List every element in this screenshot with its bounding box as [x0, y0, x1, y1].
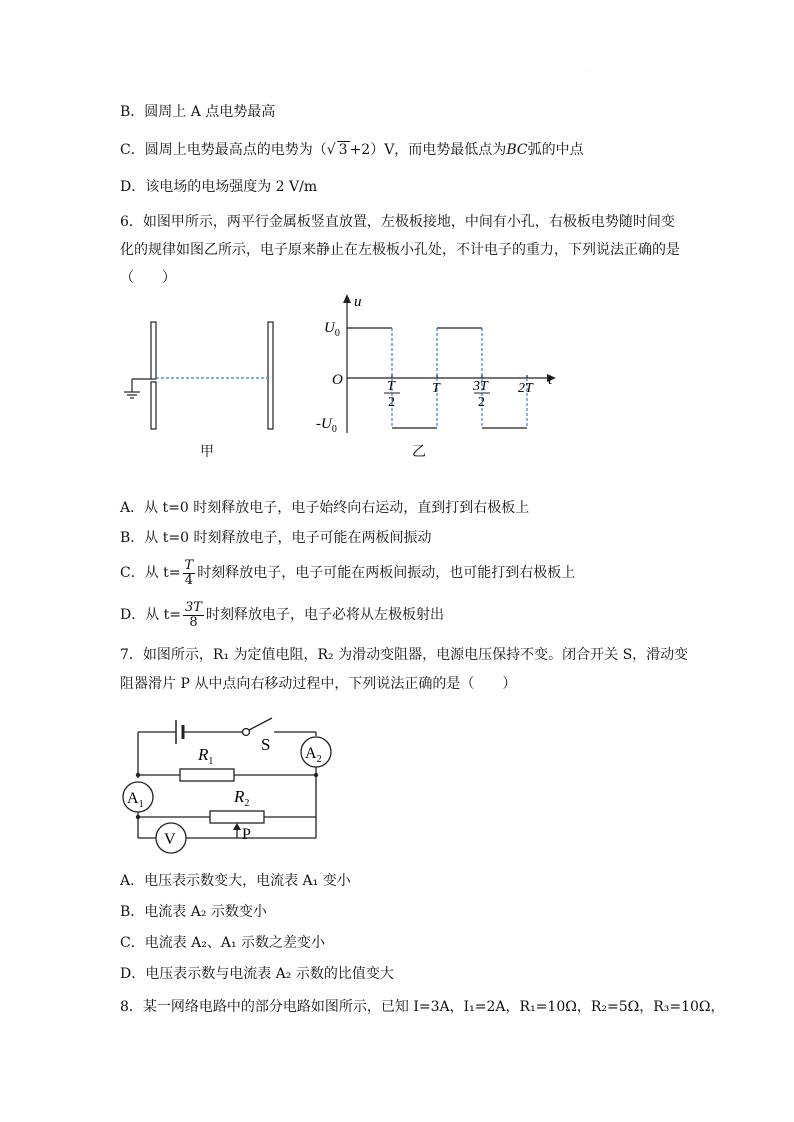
svg-text:V: V [164, 831, 176, 848]
q7-option-d: D．电压表示数与电流表 A₂ 示数的比值变大 [120, 966, 394, 982]
resistor-r1-label: $R_1$ [198, 745, 214, 767]
q5-option-c-post: 弧的中点 [527, 142, 584, 158]
q6-stem-line-3: （ ） [120, 270, 176, 286]
q6-option-d-post: 时刻释放电子，电子必将从左极板射出 [205, 607, 444, 623]
q6-option-c-post: 时刻释放电子，电子可能在两板间振动，也可能打到右极板上 [197, 565, 576, 581]
q6-stem-line-2: 化的规律如图乙所示，电子原来静止在左极板小孔处，不计电子的重力，下列说法正确的是 [120, 242, 680, 258]
q5-option-c: C．圆周上电势最高点的电势为（√ 3 +2）V，而电势最低点为BC弧的中点 [120, 142, 584, 158]
q6-figure-waveform-graph [312, 288, 562, 438]
q6-option-d-fraction: $\frac{3T}{8}$ [185, 599, 202, 630]
battery-icon [176, 720, 183, 744]
q7-stem-line-2: 阻器滑片 P 从中点向右移动过程中，下列说法正确的是（ ） [120, 676, 517, 692]
q7-option-a: A．电压表示数变大，电流表 A₁ 变小 [120, 873, 351, 889]
ammeter-a1 [123, 782, 153, 812]
rheostat-r2 [210, 811, 264, 823]
ammeter-a2 [301, 737, 331, 767]
q7-option-b: B．电流表 A₂ 示数变小 [120, 904, 267, 920]
q7-circuit-diagram [116, 708, 341, 863]
switch-label: S [261, 735, 271, 754]
q5-option-c-mid: +2）V，而电势最低点为 [349, 142, 507, 158]
q8-stem-line-1: 8．某一网络电路中的部分电路如图所示，已知 I=3A，I₁=2A，R₁=10Ω，R₂=5Ω，R₃=10Ω， [120, 999, 725, 1015]
svg-text:A1: $A_1$ [127, 790, 144, 810]
q6-figure-right-caption: 乙 [412, 444, 426, 460]
q5-option-d: D．该电场的电场强度为 2 V/m [120, 179, 318, 195]
q6-option-c [120, 558, 575, 588]
left-plate-lower [151, 382, 156, 429]
q7-option-c: C．电流表 A₂、A₁ 示数之差变小 [120, 935, 326, 951]
switch-icon [243, 718, 273, 736]
q6-option-c-pre: C．从 t= [120, 565, 181, 581]
tick-label-denominator: 2 [388, 395, 395, 410]
q5-option-c-bc: BC [506, 142, 528, 158]
tick-label-numerator: T [387, 379, 395, 394]
q5-option-c-sqrt: 3 [338, 142, 348, 158]
page-corner-mark: · [588, 66, 591, 75]
right-plate [268, 322, 273, 429]
q6-option-a: A．从 t=0 时刻释放电子，电子始终向右运动，直到打到右极板上 [120, 500, 530, 516]
resistor-r1 [180, 769, 234, 781]
tick-label: T [432, 381, 440, 396]
q6-option-d [120, 600, 444, 630]
q6-figure-plates [118, 310, 278, 460]
q6-option-b: B．从 t=0 时刻释放电子，电子可能在两板间振动 [120, 530, 432, 546]
time-ticks [384, 375, 534, 410]
q5-option-b: B．圆周上 A 点电势最高 [120, 104, 276, 120]
voltmeter [156, 823, 186, 853]
tick-label-denominator: 2 [478, 395, 485, 410]
q6-option-c-fraction: $\frac{T}{4}$ [184, 557, 194, 588]
tick-label-numerator: 3T [473, 379, 488, 394]
left-plate-upper [151, 322, 156, 379]
svg-text:A2: $A_2$ [305, 745, 322, 765]
y-axis-arrow [343, 294, 351, 303]
tick-label: 2T [518, 381, 533, 396]
neg-u0-label: $-U_0$ [316, 416, 337, 435]
ground-icon [124, 392, 140, 398]
slider-arrow-icon [233, 823, 241, 838]
slider-label: P [242, 826, 251, 843]
y-axis-label: u [354, 294, 362, 310]
rheostat-r2-label: $R_2$ [234, 787, 250, 809]
q5-option-c-pre: C．圆周上电势最高点的电势为（ [120, 142, 327, 158]
q7-stem-line-1: 7．如图所示，R₁ 为定值电阻，R₂ 为滑动变阻器，电源电压保持不变。闭合开关 S，滑动变 [120, 647, 689, 663]
q6-stem-line-1: 6．如图甲所示，两平行金属板竖直放置，左极板接地，中间有小孔，右极板电势随时间变 [120, 214, 675, 230]
x-axis-label: t [548, 372, 553, 388]
q6-option-d-pre: D．从 t= [120, 607, 182, 623]
origin-label: O [332, 372, 343, 388]
u0-label: $U_0$ [324, 320, 340, 339]
q6-figure-left-caption: 甲 [200, 444, 214, 460]
